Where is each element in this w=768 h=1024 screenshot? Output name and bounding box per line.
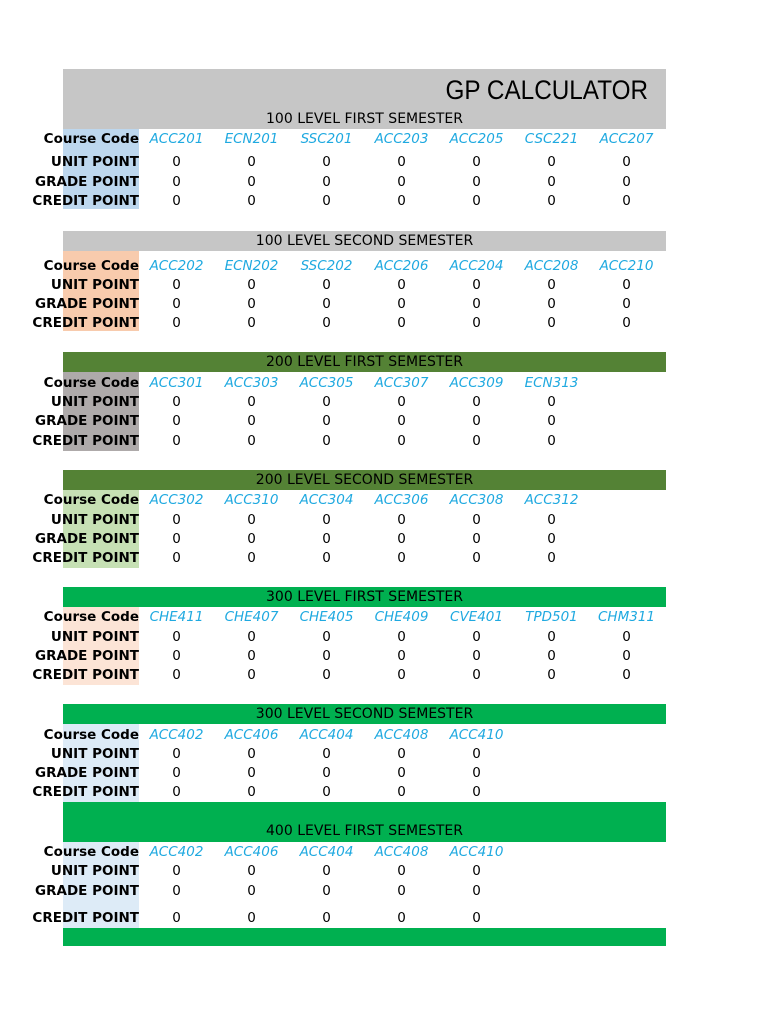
point-cell[interactable]: 0 [547,154,556,170]
row-label [43,725,139,745]
row-label-text: Course Code [43,609,139,625]
point-cell[interactable]: 0 [472,394,481,410]
unit-point-row [50,152,666,172]
course-code-cell[interactable]: ACC304 [299,492,354,508]
row-label [35,529,139,549]
row-label [35,411,139,431]
point-cell[interactable]: 0 [472,512,481,528]
point-cell[interactable]: 0 [172,863,181,879]
row-label [32,191,139,211]
point-cell[interactable]: 0 [322,433,331,449]
point-cell[interactable]: 0 [397,512,406,528]
row-label [43,129,139,149]
point-cell[interactable]: 0 [172,413,181,429]
point-cell[interactable]: 0 [547,193,556,209]
unit-point-row [50,744,666,764]
point-cell[interactable]: 0 [622,154,631,170]
point-cell[interactable]: 0 [397,277,406,293]
section-header [63,704,666,724]
row-label [50,275,139,295]
point-cell[interactable]: 0 [472,296,481,312]
point-cell[interactable]: 0 [322,531,331,547]
course-code-cell[interactable]: ACC410 [449,844,504,860]
point-cell[interactable]: 0 [472,531,481,547]
credit-point-row [32,191,666,211]
point-cell[interactable]: 0 [622,296,631,312]
row-label [43,256,139,276]
course-code-cell[interactable]: ACC404 [299,844,354,860]
row-label-text: CREDIT POINT [32,667,139,683]
point-cell[interactable]: 0 [172,296,181,312]
point-cell[interactable]: 0 [472,667,481,683]
course-code-cell[interactable]: ACC312 [524,492,579,508]
row-label [32,431,139,451]
point-cell[interactable]: 0 [397,433,406,449]
row-label-text: CREDIT POINT [32,550,139,566]
point-cell[interactable]: 0 [247,277,256,293]
title-bar [63,69,666,109]
point-cell[interactable]: 0 [322,629,331,645]
point-cell[interactable]: 0 [247,315,256,331]
point-cell[interactable]: 0 [172,193,181,209]
row-label [50,744,139,764]
section-header [63,109,666,129]
point-cell[interactable]: 0 [397,413,406,429]
row-label-text: UNIT POINT [50,629,139,645]
row-label [50,392,139,412]
row-label [32,782,139,802]
row-label-text: GRADE POINT [35,765,139,781]
section-header-text: 200 LEVEL SECOND SEMESTER [255,472,474,488]
point-cell[interactable]: 0 [472,193,481,209]
point-cell[interactable]: 0 [247,531,256,547]
point-cell[interactable]: 0 [472,433,481,449]
course-code-cell[interactable]: ACC305 [299,375,354,391]
row-label-text: GRADE POINT [35,883,139,899]
point-cell[interactable]: 0 [172,648,181,664]
point-cell[interactable]: 0 [397,667,406,683]
course-code-cell[interactable]: ACC310 [224,492,279,508]
point-cell[interactable]: 0 [622,667,631,683]
point-cell[interactable]: 0 [622,193,631,209]
course-code-row [43,725,666,745]
row-label-text: UNIT POINT [50,512,139,528]
point-cell[interactable]: 0 [397,315,406,331]
point-cell[interactable]: 0 [397,531,406,547]
point-cell[interactable]: 0 [247,193,256,209]
unit-point-row [50,861,666,881]
point-cell[interactable]: 0 [247,746,256,762]
point-cell[interactable]: 0 [547,667,556,683]
point-cell[interactable]: 0 [322,394,331,410]
point-cell[interactable]: 0 [622,174,631,190]
credit-point-row [32,665,666,685]
section-header [63,802,666,842]
point-cell[interactable]: 0 [397,629,406,645]
unit-point-row [50,627,666,647]
row-label [32,665,139,685]
point-cell[interactable]: 0 [472,784,481,800]
course-code-cell[interactable]: CHE405 [299,609,354,625]
point-cell[interactable]: 0 [547,296,556,312]
course-code-cell[interactable]: ACC402 [149,844,204,860]
point-cell[interactable]: 0 [397,154,406,170]
credit-point-row [32,548,666,568]
course-code-cell[interactable]: ACC208 [524,258,579,274]
course-code-cell[interactable]: ACC308 [449,492,504,508]
grade-point-row [35,172,666,192]
row-label-text: Course Code [43,492,139,508]
course-code-cell[interactable]: ECN313 [524,375,579,391]
course-code-cell[interactable]: ACC206 [374,258,429,274]
row-label [50,510,139,530]
course-code-cell[interactable]: ACC404 [299,727,354,743]
course-code-cell[interactable]: SSC202 [300,258,353,274]
row-label-text: Course Code [43,727,139,743]
point-cell[interactable]: 0 [472,910,481,926]
section-header-text: 100 LEVEL SECOND SEMESTER [255,233,474,249]
point-cell[interactable]: 0 [322,315,331,331]
point-cell[interactable]: 0 [247,910,256,926]
course-code-cell[interactable]: ACC301 [149,375,204,391]
grade-point-row [35,411,666,431]
row-label [43,373,139,393]
course-code-cell[interactable]: ECN202 [224,258,279,274]
row-label-text: Course Code [43,844,139,860]
point-cell[interactable]: 0 [397,296,406,312]
point-cell[interactable]: 0 [397,910,406,926]
row-label-text: Course Code [43,258,139,274]
course-code-cell[interactable]: CHE409 [374,609,429,625]
course-code-cell[interactable]: CHE407 [224,609,279,625]
point-cell[interactable]: 0 [247,413,256,429]
point-cell[interactable]: 0 [172,910,181,926]
course-code-cell[interactable]: ACC202 [149,258,204,274]
point-cell[interactable]: 0 [172,550,181,566]
course-code-cell[interactable]: CSC221 [524,131,579,147]
unit-point-row [50,275,666,295]
row-label-text: GRADE POINT [35,648,139,664]
point-cell[interactable]: 0 [172,883,181,899]
course-code-cell[interactable]: CHM311 [598,609,655,625]
section-header-text: 300 LEVEL SECOND SEMESTER [255,706,474,722]
point-cell[interactable]: 0 [322,550,331,566]
row-label-text: UNIT POINT [50,154,139,170]
point-cell[interactable]: 0 [622,648,631,664]
point-cell[interactable]: 0 [322,784,331,800]
point-cell[interactable]: 0 [472,863,481,879]
point-cell[interactable]: 0 [472,883,481,899]
row-label-text: GRADE POINT [35,296,139,312]
course-code-cell[interactable]: ACC203 [374,131,429,147]
row-label [43,842,139,862]
course-code-cell[interactable]: ACC408 [374,727,429,743]
row-label-text: UNIT POINT [50,863,139,879]
course-code-cell[interactable]: ACC408 [374,844,429,860]
grade-point-row [35,529,666,549]
point-cell[interactable]: 0 [247,784,256,800]
point-cell[interactable]: 0 [397,550,406,566]
point-cell[interactable]: 0 [172,784,181,800]
course-code-row [43,607,666,627]
point-cell[interactable]: 0 [247,154,256,170]
row-label-text: CREDIT POINT [32,433,139,449]
course-code-cell[interactable]: SSC201 [300,131,353,147]
row-label-text: GRADE POINT [35,413,139,429]
row-label-text: GRADE POINT [35,531,139,547]
grade-point-row [35,294,666,314]
footer-bar [63,928,666,946]
course-code-cell[interactable]: ACC307 [374,375,429,391]
point-cell[interactable]: 0 [397,193,406,209]
point-cell[interactable]: 0 [322,154,331,170]
row-label [43,607,139,627]
row-label-text: UNIT POINT [50,394,139,410]
point-cell[interactable]: 0 [247,883,256,899]
credit-point-row [32,431,666,451]
point-cell[interactable]: 0 [247,433,256,449]
course-code-cell[interactable]: ACC302 [149,492,204,508]
section-header [63,470,666,490]
point-cell[interactable]: 0 [322,648,331,664]
point-cell[interactable]: 0 [397,394,406,410]
course-code-cell[interactable]: ACC210 [599,258,654,274]
point-cell[interactable]: 0 [472,315,481,331]
row-label [35,294,139,314]
point-cell[interactable]: 0 [397,174,406,190]
row-label [32,908,139,928]
course-code-row [43,490,666,510]
point-cell[interactable]: 0 [547,394,556,410]
point-cell[interactable]: 0 [547,531,556,547]
row-label-text: CREDIT POINT [32,910,139,926]
row-label-text: GRADE POINT [35,174,139,190]
point-cell[interactable]: 0 [472,277,481,293]
point-cell[interactable]: 0 [172,154,181,170]
section-header-text: 300 LEVEL FIRST SEMESTER [266,589,463,605]
row-label-text: UNIT POINT [50,277,139,293]
point-cell[interactable]: 0 [247,394,256,410]
point-cell[interactable]: 0 [172,512,181,528]
course-code-cell[interactable]: ACC402 [149,727,204,743]
course-code-cell[interactable]: ECN201 [224,131,279,147]
section-header [63,352,666,372]
section-header-text: 400 LEVEL FIRST SEMESTER [266,823,463,839]
row-label-text: Course Code [43,375,139,391]
point-cell[interactable]: 0 [172,765,181,781]
point-cell[interactable]: 0 [547,433,556,449]
course-code-cell[interactable]: TPD501 [525,609,578,625]
point-cell[interactable]: 0 [397,648,406,664]
credit-point-row [32,313,666,333]
point-cell[interactable]: 0 [322,193,331,209]
point-cell[interactable]: 0 [247,296,256,312]
point-cell[interactable]: 0 [247,648,256,664]
grade-point-row [35,763,666,783]
row-label [43,490,139,510]
row-label-text: Course Code [43,131,139,147]
course-code-cell[interactable]: ACC306 [374,492,429,508]
point-cell[interactable]: 0 [172,629,181,645]
point-cell[interactable]: 0 [547,648,556,664]
point-cell[interactable]: 0 [247,863,256,879]
point-cell[interactable]: 0 [322,863,331,879]
point-cell[interactable]: 0 [397,883,406,899]
row-label-text: CREDIT POINT [32,193,139,209]
point-cell[interactable]: 0 [172,746,181,762]
point-cell[interactable]: 0 [172,315,181,331]
point-cell[interactable]: 0 [247,174,256,190]
row-label-text: CREDIT POINT [32,784,139,800]
section-header [63,231,666,251]
row-label-text: UNIT POINT [50,746,139,762]
point-cell[interactable]: 0 [472,154,481,170]
row-label [35,646,139,666]
grade-point-row [35,646,666,666]
point-cell[interactable]: 0 [322,277,331,293]
point-cell[interactable]: 0 [322,910,331,926]
point-cell[interactable]: 0 [547,174,556,190]
point-cell[interactable]: 0 [172,433,181,449]
point-cell[interactable]: 0 [622,277,631,293]
row-label-text: CREDIT POINT [32,315,139,331]
point-cell[interactable]: 0 [322,174,331,190]
section-header [63,587,666,607]
point-cell[interactable]: 0 [472,746,481,762]
point-cell[interactable]: 0 [172,174,181,190]
point-cell[interactable]: 0 [247,765,256,781]
point-cell[interactable]: 0 [322,883,331,899]
course-code-cell[interactable]: ACC205 [449,131,504,147]
point-cell[interactable]: 0 [472,648,481,664]
point-cell[interactable]: 0 [247,629,256,645]
row-label [32,548,139,568]
course-code-cell[interactable]: ACC207 [599,131,654,147]
page-title: GP CALCULATOR [445,75,648,105]
point-cell[interactable]: 0 [547,315,556,331]
row-label [35,172,139,192]
row-label [50,861,139,881]
point-cell[interactable]: 0 [472,174,481,190]
unit-point-row [50,510,666,530]
course-code-cell[interactable]: ACC204 [449,258,504,274]
point-cell[interactable]: 0 [397,784,406,800]
course-code-cell[interactable]: ACC406 [224,844,279,860]
point-cell[interactable]: 0 [322,746,331,762]
course-code-row [43,129,666,149]
point-cell[interactable]: 0 [322,296,331,312]
point-cell[interactable]: 0 [472,629,481,645]
point-cell[interactable]: 0 [547,550,556,566]
section-header-text: 200 LEVEL FIRST SEMESTER [266,354,463,370]
course-code-cell[interactable]: ACC309 [449,375,504,391]
point-cell[interactable]: 0 [547,277,556,293]
point-cell[interactable]: 0 [397,765,406,781]
point-cell[interactable]: 0 [622,315,631,331]
point-cell[interactable]: 0 [322,413,331,429]
grade-point-row [35,881,666,901]
point-cell[interactable]: 0 [547,629,556,645]
course-code-row [43,373,666,393]
point-cell[interactable]: 0 [322,512,331,528]
course-code-cell[interactable]: ACC406 [224,727,279,743]
point-cell[interactable]: 0 [172,394,181,410]
point-cell[interactable]: 0 [397,746,406,762]
course-code-cell[interactable]: CHE411 [149,609,204,625]
point-cell[interactable]: 0 [172,667,181,683]
point-cell[interactable]: 0 [172,531,181,547]
point-cell[interactable]: 0 [472,550,481,566]
credit-point-row [32,782,666,802]
row-label [35,763,139,783]
point-cell[interactable]: 0 [547,413,556,429]
credit-point-row [32,908,666,928]
point-cell[interactable]: 0 [322,667,331,683]
unit-point-row [50,392,666,412]
row-label [50,627,139,647]
point-cell[interactable]: 0 [172,277,181,293]
course-code-cell[interactable]: ACC410 [449,727,504,743]
point-cell[interactable]: 0 [247,512,256,528]
point-cell[interactable]: 0 [547,512,556,528]
point-cell[interactable]: 0 [622,629,631,645]
row-label [50,152,139,172]
point-cell[interactable]: 0 [322,765,331,781]
course-code-row [43,256,666,276]
point-cell[interactable]: 0 [472,413,481,429]
course-code-row [43,842,666,862]
point-cell[interactable]: 0 [247,550,256,566]
section-header-text: 100 LEVEL FIRST SEMESTER [266,111,463,127]
course-code-cell[interactable]: CVE401 [450,609,503,625]
row-label [35,881,139,901]
course-code-cell[interactable]: ACC201 [149,131,204,147]
point-cell[interactable]: 0 [397,863,406,879]
row-label [32,313,139,333]
point-cell[interactable]: 0 [247,667,256,683]
course-code-cell[interactable]: ACC303 [224,375,279,391]
point-cell[interactable]: 0 [472,765,481,781]
